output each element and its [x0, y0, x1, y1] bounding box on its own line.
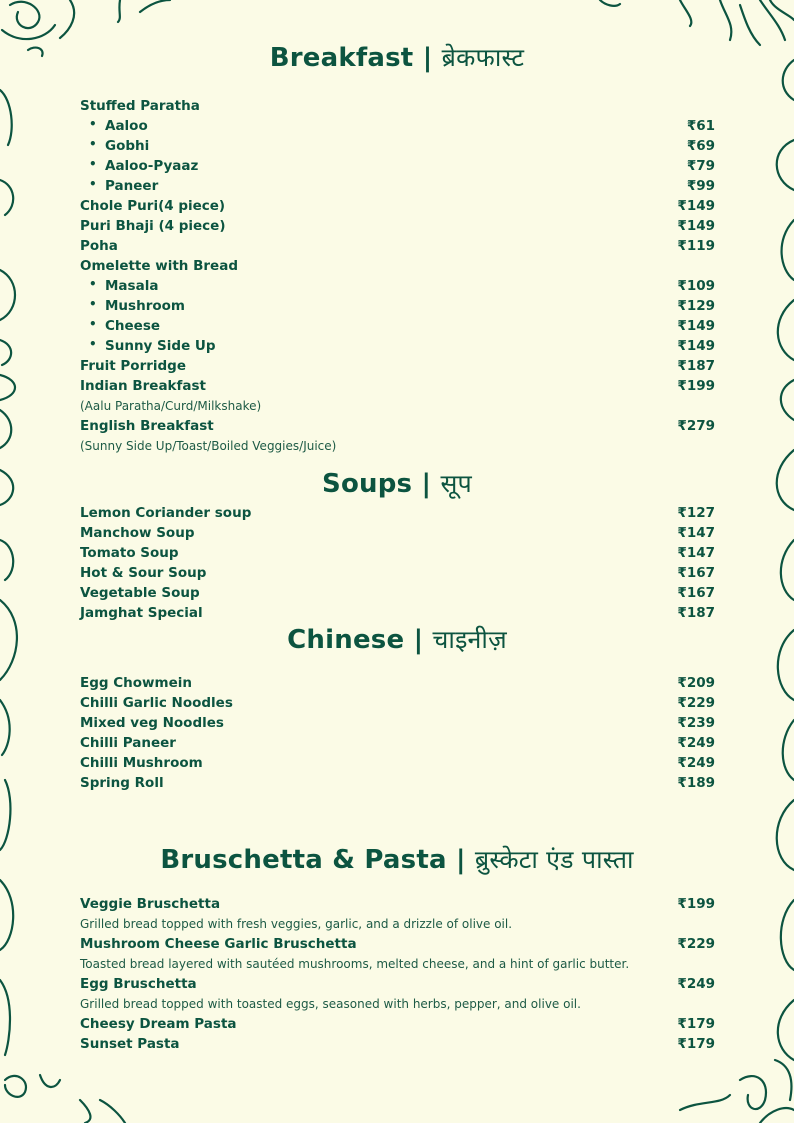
section-title-hindi: ब्रुस्केटा एंड पास्ता: [474, 845, 634, 874]
item-price: ₹119: [677, 238, 715, 254]
item-name: Sunny Side Up: [105, 338, 216, 354]
section-title-hindi: चाइनीज़: [432, 625, 507, 654]
menu-item: [80, 198, 715, 218]
item-name: Sunset Pasta: [80, 1036, 180, 1052]
item-price: ₹167: [677, 565, 715, 581]
menu-item: [80, 545, 715, 565]
menu-item: [80, 755, 715, 775]
item-description: Grilled bread topped with toasted eggs, seasoned with herbs, pepper, and olive oil.: [80, 997, 581, 1011]
item-price: ₹249: [677, 735, 715, 751]
item-name: Gobhi: [105, 138, 150, 154]
item-name: Chilli Paneer: [80, 735, 176, 751]
menu-item: [80, 976, 715, 996]
menu-item: [80, 238, 715, 258]
item-price: ₹187: [677, 358, 715, 374]
menu-sub-item: [80, 318, 715, 338]
item-price: ₹187: [677, 605, 715, 621]
section-title-english: Breakfast: [269, 43, 414, 73]
section-title-english: Bruschetta & Pasta: [160, 845, 447, 875]
item-price: ₹229: [677, 695, 715, 711]
title-separator: |: [422, 43, 433, 73]
item-name: Stuffed Paratha: [80, 98, 200, 114]
item-name: Indian Breakfast: [80, 378, 207, 394]
item-price: ₹127: [677, 505, 715, 521]
item-name: Hot & Sour Soup: [80, 565, 207, 581]
item-description: (Aalu Paratha/Curd/Milkshake): [80, 399, 262, 413]
bullet: •: [89, 177, 97, 191]
section-title-soups: [0, 466, 794, 500]
item-price: ₹61: [686, 118, 715, 134]
item-name: English Breakfast: [80, 418, 214, 434]
menu-sub-item: [80, 118, 715, 138]
bullet: •: [89, 277, 97, 291]
item-price: ₹229: [677, 936, 715, 952]
menu-item: [80, 715, 715, 735]
menu-sub-item: [80, 338, 715, 358]
menu-item: [80, 936, 715, 956]
item-name: Spring Roll: [80, 775, 164, 791]
menu-item: [80, 775, 715, 795]
bullet: •: [89, 137, 97, 151]
menu-item: [80, 525, 715, 545]
item-price: ₹99: [686, 178, 715, 194]
item-name: Tomato Soup: [80, 545, 179, 561]
bullet: •: [89, 157, 97, 171]
item-name: Chole Puri(4 piece): [80, 198, 226, 214]
item-price: ₹149: [677, 198, 715, 214]
item-name: Veggie Bruschetta: [80, 896, 221, 912]
menu-sub-item: [80, 178, 715, 198]
menu-item: [80, 1016, 715, 1036]
section-title-breakfast: [0, 40, 794, 74]
title-separator: |: [455, 845, 466, 875]
item-name: Cheesy Dream Pasta: [80, 1016, 237, 1032]
item-name: Chilli Garlic Noodles: [80, 695, 233, 711]
item-price: ₹189: [677, 775, 715, 791]
item-name: Egg Bruschetta: [80, 976, 197, 992]
title-separator: |: [421, 469, 432, 499]
menu-item: [80, 98, 715, 118]
menu-sub-item: [80, 158, 715, 178]
section-title-bruschetta-pasta: [0, 842, 794, 876]
menu-item: [80, 675, 715, 695]
item-price: ₹179: [677, 1016, 715, 1032]
item-price: ₹179: [677, 1036, 715, 1052]
item-price: ₹79: [686, 158, 715, 174]
menu-sub-item: [80, 138, 715, 158]
menu-item: [80, 218, 715, 238]
item-name: Mushroom: [105, 298, 185, 314]
item-price: ₹209: [677, 675, 715, 691]
item-name: Aaloo: [105, 118, 148, 134]
bullet: •: [89, 337, 97, 351]
item-price: ₹249: [677, 755, 715, 771]
item-name: Egg Chowmein: [80, 675, 192, 691]
menu-item: [80, 258, 715, 278]
item-price: ₹109: [677, 278, 715, 294]
section-title-hindi: ब्रेकफास्ट: [441, 43, 525, 72]
menu-item: [80, 1036, 715, 1056]
item-price: ₹69: [686, 138, 715, 154]
item-name: Fruit Porridge: [80, 358, 187, 374]
item-name: Mixed veg Noodles: [80, 715, 224, 731]
item-price: ₹129: [677, 298, 715, 314]
item-name: Masala: [105, 278, 159, 294]
menu-item: [80, 378, 715, 398]
menu-item: [80, 505, 715, 525]
item-name: Manchow Soup: [80, 525, 195, 541]
title-separator: |: [413, 625, 424, 655]
item-price: ₹149: [677, 218, 715, 234]
item-description: Grilled bread topped with fresh veggies, garlic, and a drizzle of olive oil.: [80, 917, 513, 931]
item-name: Lemon Coriander soup: [80, 505, 252, 521]
menu-item: [80, 735, 715, 755]
item-name: Vegetable Soup: [80, 585, 200, 601]
item-name: Mushroom Cheese Garlic Bruschetta: [80, 936, 357, 952]
menu-item: [80, 358, 715, 378]
item-price: ₹147: [677, 545, 715, 561]
menu-item: [80, 565, 715, 585]
item-name: Paneer: [105, 178, 159, 194]
bullet: •: [89, 117, 97, 131]
item-price: ₹199: [677, 378, 715, 394]
menu-item: [80, 695, 715, 715]
section-title-hindi: सूप: [440, 469, 472, 498]
menu-item: [80, 585, 715, 605]
item-name: Aaloo-Pyaaz: [105, 158, 199, 174]
item-name: Cheese: [105, 318, 161, 334]
menu-sub-item: [80, 298, 715, 318]
item-price: ₹167: [677, 585, 715, 601]
item-description: (Sunny Side Up/Toast/Boiled Veggies/Juice): [80, 439, 337, 453]
item-name: Chilli Mushroom: [80, 755, 203, 771]
item-price: ₹199: [677, 896, 715, 912]
item-price: ₹279: [677, 418, 715, 434]
menu-sub-item: [80, 278, 715, 298]
item-name: Puri Bhaji (4 piece): [80, 218, 226, 234]
item-price: ₹149: [677, 318, 715, 334]
bullet: •: [89, 317, 97, 331]
item-name: Omelette with Bread: [80, 258, 238, 274]
item-price: ₹239: [677, 715, 715, 731]
item-name: Poha: [80, 238, 118, 254]
item-description: Toasted bread layered with sautéed mushrooms, melted cheese, and a hint of garlic butter.: [80, 957, 630, 971]
menu-item: [80, 418, 715, 438]
item-price: ₹147: [677, 525, 715, 541]
item-name: Jamghat Special: [80, 605, 203, 621]
section-title-english: Soups: [322, 469, 413, 499]
bullet: •: [89, 297, 97, 311]
item-price: ₹249: [677, 976, 715, 992]
section-title-chinese: [0, 622, 794, 656]
item-price: ₹149: [677, 338, 715, 354]
section-title-english: Chinese: [287, 625, 405, 655]
menu-item: [80, 896, 715, 916]
